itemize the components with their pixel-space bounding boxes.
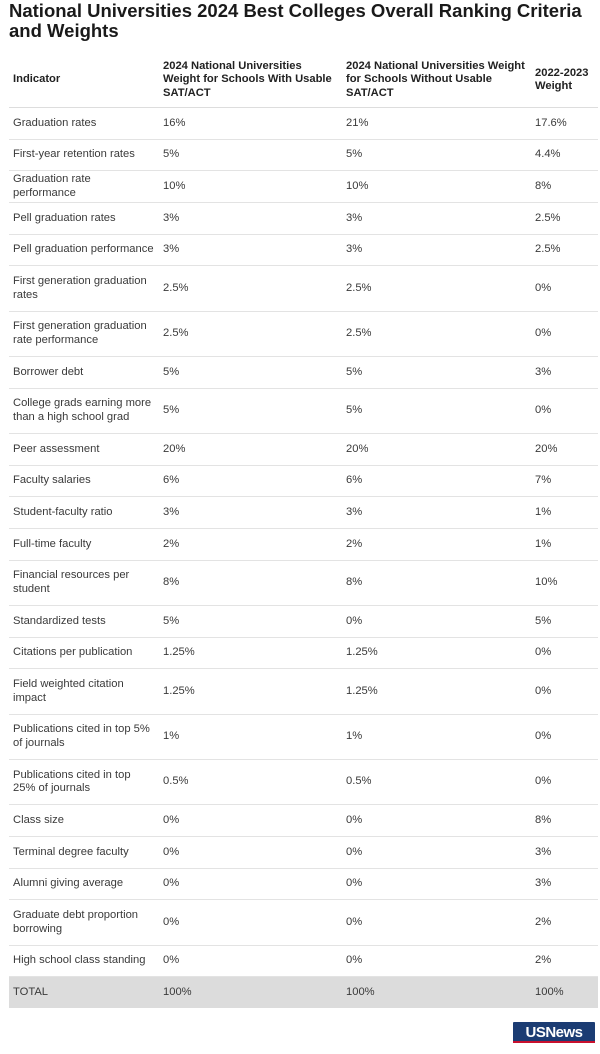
page-title: National Universities 2024 Best Colleges Overall Ranking Criteria and Weights: [9, 0, 582, 41]
cell-indicator: Citations per publication: [9, 637, 159, 669]
total-label: TOTAL: [9, 977, 159, 1009]
total-cell-weight-2022-2023: 100%: [531, 977, 598, 1009]
cell-indicator: Pell graduation performance: [9, 234, 159, 266]
table-row: [9, 868, 598, 900]
cell-weight-with-sat: 0.5%: [159, 760, 342, 805]
cell-weight-without-sat: 21%: [342, 108, 531, 140]
cell-indicator: Graduate debt proportion borrowing: [9, 900, 159, 945]
cell-weight-without-sat: 2%: [342, 529, 531, 561]
cell-weight-with-sat: 16%: [159, 108, 342, 140]
cell-weight-with-sat: 0%: [159, 945, 342, 977]
cell-weight-without-sat: 3%: [342, 234, 531, 266]
cell-weight-2022-2023: 0%: [531, 714, 598, 759]
cell-weight-with-sat: 6%: [159, 465, 342, 497]
cell-indicator: First-year retention rates: [9, 139, 159, 171]
cell-weight-2022-2023: 0%: [531, 669, 598, 714]
table-row: [9, 311, 598, 356]
usnews-logo: [513, 1022, 595, 1042]
table-row: [9, 606, 598, 638]
cell-indicator: Publications cited in top 5% of journals: [9, 714, 159, 759]
cell-weight-without-sat: 8%: [342, 560, 531, 605]
table-row: [9, 434, 598, 466]
cell-weight-2022-2023: 0%: [531, 760, 598, 805]
cell-indicator: Peer assessment: [9, 434, 159, 466]
cell-weight-2022-2023: 7%: [531, 465, 598, 497]
cell-weight-2022-2023: 0%: [531, 388, 598, 433]
cell-weight-without-sat: 5%: [342, 139, 531, 171]
cell-weight-with-sat: 0%: [159, 900, 342, 945]
cell-weight-with-sat: 2.5%: [159, 311, 342, 356]
cell-indicator: First generation graduation rates: [9, 266, 159, 311]
table-row: [9, 900, 598, 945]
cell-weight-without-sat: 10%: [342, 171, 531, 203]
cell-weight-without-sat: 6%: [342, 465, 531, 497]
table-row: [9, 560, 598, 605]
cell-weight-2022-2023: 10%: [531, 560, 598, 605]
table-row: [9, 266, 598, 311]
table-row: [9, 357, 598, 389]
header-weight-with-sat: 2024 National Universities Weight for Schools With Usable SAT/ACT: [159, 53, 342, 108]
cell-weight-2022-2023: 17.6%: [531, 108, 598, 140]
cell-weight-with-sat: 0%: [159, 805, 342, 837]
cell-indicator: Borrower debt: [9, 357, 159, 389]
table-row: [9, 171, 598, 203]
table-body: [9, 108, 598, 1009]
cell-weight-2022-2023: 3%: [531, 868, 598, 900]
cell-weight-with-sat: 10%: [159, 171, 342, 203]
table-row: [9, 805, 598, 837]
cell-weight-without-sat: 2.5%: [342, 266, 531, 311]
cell-weight-with-sat: 0%: [159, 837, 342, 869]
cell-weight-with-sat: 5%: [159, 357, 342, 389]
cell-indicator: Alumni giving average: [9, 868, 159, 900]
cell-weight-without-sat: 3%: [342, 203, 531, 235]
cell-weight-without-sat: 20%: [342, 434, 531, 466]
cell-indicator: Graduation rate performance: [9, 171, 159, 203]
cell-weight-2022-2023: 2%: [531, 900, 598, 945]
cell-indicator: Field weighted citation impact: [9, 669, 159, 714]
cell-weight-with-sat: 3%: [159, 234, 342, 266]
header-weight-2022-2023: 2022-2023 Weight: [531, 53, 598, 108]
cell-weight-with-sat: 3%: [159, 497, 342, 529]
logo-stripe: [513, 1041, 595, 1043]
criteria-table: [9, 53, 598, 1008]
table-row: [9, 714, 598, 759]
cell-indicator: College grads earning more than a high school grad: [9, 388, 159, 433]
cell-weight-without-sat: 5%: [342, 357, 531, 389]
cell-weight-without-sat: 1.25%: [342, 637, 531, 669]
cell-weight-without-sat: 1%: [342, 714, 531, 759]
cell-weight-with-sat: 0%: [159, 868, 342, 900]
cell-weight-2022-2023: 1%: [531, 497, 598, 529]
cell-weight-2022-2023: 2%: [531, 945, 598, 977]
cell-indicator: Pell graduation rates: [9, 203, 159, 235]
total-row: [9, 977, 598, 1009]
cell-indicator: Full-time faculty: [9, 529, 159, 561]
cell-indicator: Student-faculty ratio: [9, 497, 159, 529]
cell-weight-2022-2023: 3%: [531, 357, 598, 389]
total-cell-weight-with-sat: 100%: [159, 977, 342, 1009]
cell-weight-without-sat: 0.5%: [342, 760, 531, 805]
cell-weight-without-sat: 2.5%: [342, 311, 531, 356]
cell-weight-with-sat: 1.25%: [159, 669, 342, 714]
cell-weight-without-sat: 0%: [342, 837, 531, 869]
cell-weight-2022-2023: 1%: [531, 529, 598, 561]
cell-weight-2022-2023: 8%: [531, 805, 598, 837]
cell-indicator: Financial resources per student: [9, 560, 159, 605]
table-row: [9, 497, 598, 529]
cell-weight-2022-2023: 20%: [531, 434, 598, 466]
header-weight-without-sat: 2024 National Universities Weight for Schools Without Usable SAT/ACT: [342, 53, 531, 108]
table-row: [9, 945, 598, 977]
cell-weight-without-sat: 0%: [342, 868, 531, 900]
cell-weight-without-sat: 0%: [342, 945, 531, 977]
cell-weight-with-sat: 5%: [159, 388, 342, 433]
logo-text: USNews: [525, 1023, 583, 1041]
header-indicator: Indicator: [9, 53, 159, 108]
cell-indicator: High school class standing: [9, 945, 159, 977]
cell-weight-without-sat: 0%: [342, 805, 531, 837]
cell-indicator: Standardized tests: [9, 606, 159, 638]
table-header-row: [9, 53, 598, 108]
cell-weight-2022-2023: 0%: [531, 311, 598, 356]
table-row: [9, 234, 598, 266]
table-row: [9, 388, 598, 433]
cell-weight-with-sat: 5%: [159, 139, 342, 171]
cell-weight-2022-2023: 5%: [531, 606, 598, 638]
cell-weight-without-sat: 0%: [342, 900, 531, 945]
table-row: [9, 529, 598, 561]
cell-weight-without-sat: 5%: [342, 388, 531, 433]
table-row: [9, 108, 598, 140]
table-row: [9, 203, 598, 235]
cell-indicator: Graduation rates: [9, 108, 159, 140]
cell-weight-2022-2023: 4.4%: [531, 139, 598, 171]
table-row: [9, 837, 598, 869]
cell-indicator: Class size: [9, 805, 159, 837]
cell-weight-with-sat: 2.5%: [159, 266, 342, 311]
cell-indicator: Terminal degree faculty: [9, 837, 159, 869]
cell-weight-2022-2023: 0%: [531, 266, 598, 311]
cell-weight-without-sat: 1.25%: [342, 669, 531, 714]
cell-weight-without-sat: 0%: [342, 606, 531, 638]
table-row: [9, 465, 598, 497]
cell-weight-2022-2023: 2.5%: [531, 234, 598, 266]
cell-weight-with-sat: 2%: [159, 529, 342, 561]
total-cell-weight-without-sat: 100%: [342, 977, 531, 1009]
cell-weight-2022-2023: 3%: [531, 837, 598, 869]
cell-weight-2022-2023: 2.5%: [531, 203, 598, 235]
cell-weight-with-sat: 5%: [159, 606, 342, 638]
table-row: [9, 760, 598, 805]
cell-weight-with-sat: 3%: [159, 203, 342, 235]
table-row: [9, 637, 598, 669]
cell-indicator: Publications cited in top 25% of journals: [9, 760, 159, 805]
cell-indicator: First generation graduation rate performance: [9, 311, 159, 356]
table-row: [9, 669, 598, 714]
cell-weight-with-sat: 20%: [159, 434, 342, 466]
table-row: [9, 139, 598, 171]
cell-weight-with-sat: 1.25%: [159, 637, 342, 669]
cell-weight-with-sat: 8%: [159, 560, 342, 605]
cell-weight-2022-2023: 8%: [531, 171, 598, 203]
cell-weight-2022-2023: 0%: [531, 637, 598, 669]
cell-weight-without-sat: 3%: [342, 497, 531, 529]
cell-weight-with-sat: 1%: [159, 714, 342, 759]
cell-indicator: Faculty salaries: [9, 465, 159, 497]
